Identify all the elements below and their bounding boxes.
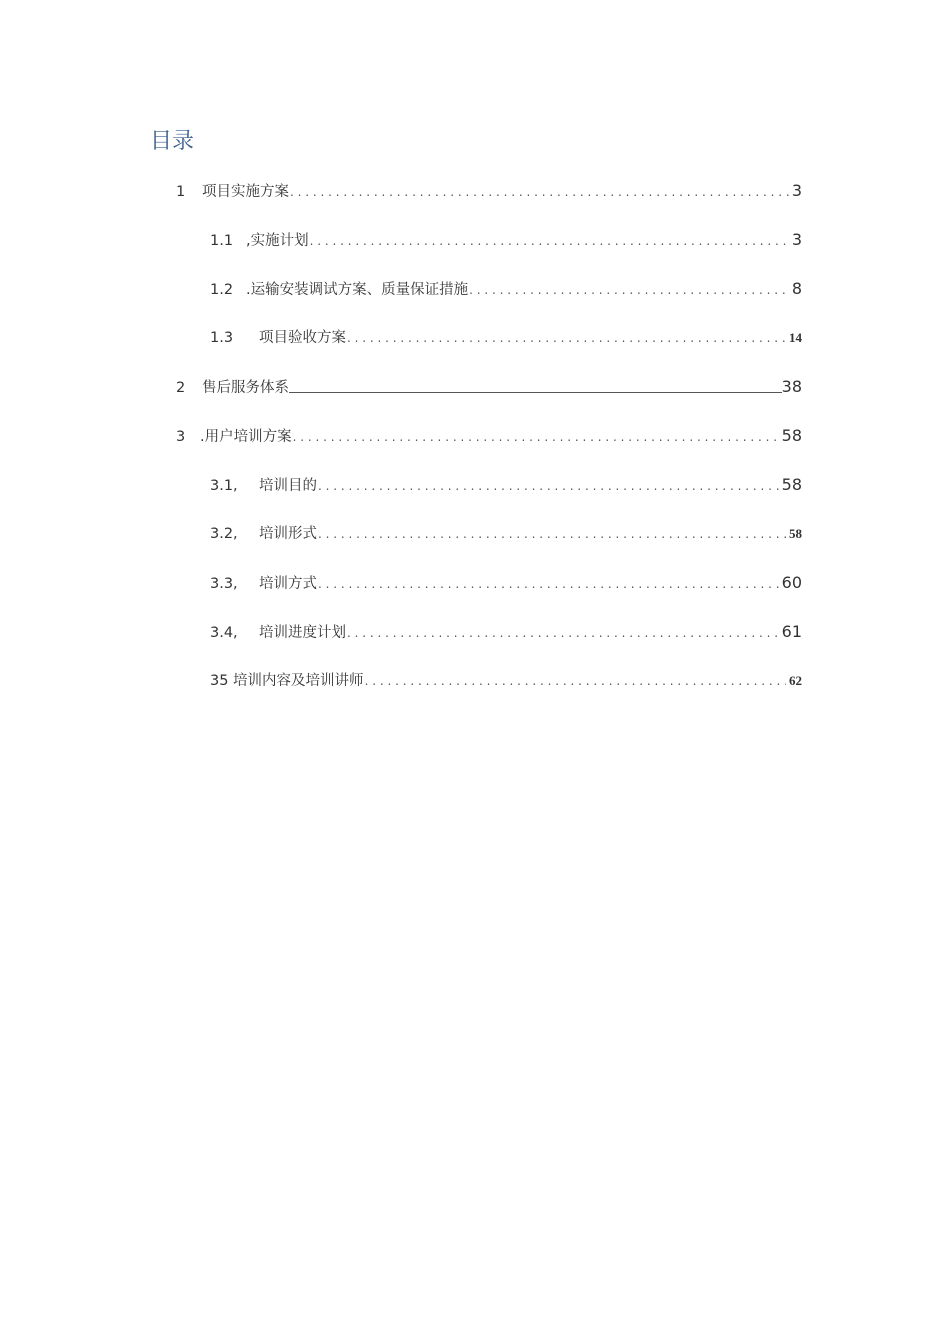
toc-entry-page: 58 (781, 475, 802, 494)
toc-entry-page: 8 (791, 279, 802, 298)
toc-entry-text: .运输安装调试方案、质量保证措施 (246, 282, 469, 298)
toc-entry-page: 58 (781, 426, 802, 445)
toc-entry-text: 培训进度计划 (259, 625, 346, 641)
toc-entry-number: 3.1, (210, 478, 238, 494)
toc-entry-number: 1.3 (210, 330, 234, 346)
toc-entry-number: 2 (176, 380, 186, 396)
toc-entry-number: 1 (176, 184, 186, 200)
toc-entry-text: .用户培训方案 (200, 429, 292, 445)
toc-entry-number: 3.3, (210, 576, 238, 592)
toc-entry-page: 60 (781, 573, 802, 592)
toc-dot-leader (318, 572, 779, 596)
toc-entry-text: 项目验收方案 (259, 330, 346, 346)
toc-dot-leader (310, 229, 789, 253)
toc-entry-page: 3 (791, 181, 802, 200)
toc-dot-leader (293, 425, 779, 449)
toc-entry-text: 售后服务体系 (202, 380, 289, 396)
toc-entry[interactable] (210, 522, 802, 546)
toc-entry[interactable] (176, 179, 802, 203)
toc-line-leader (289, 378, 782, 393)
toc-entry-page: 3 (791, 230, 802, 249)
toc-entry-text: 培训目的 (259, 478, 317, 494)
toc-entry-text: ,实施计划 (246, 233, 309, 249)
toc-entry-page: 61 (781, 622, 802, 641)
toc-entry-page: 62 (789, 673, 802, 688)
toc-dot-leader (318, 522, 786, 546)
toc-entry-text: 培训方式 (259, 576, 317, 592)
toc-dot-leader (365, 669, 786, 693)
toc-entry-number: 3 (176, 429, 186, 445)
toc-entry[interactable] (210, 473, 802, 497)
toc-entry[interactable] (210, 326, 802, 350)
toc-title: 目录 (150, 129, 195, 154)
toc-dot-leader (347, 621, 779, 645)
toc-entry-page: 38 (781, 377, 802, 396)
toc-entry-number: 1.2 (210, 282, 234, 298)
toc-entry-text: 35 培训内容及培训讲师 (210, 673, 364, 689)
toc-entry[interactable] (210, 620, 802, 644)
toc-entry[interactable] (210, 669, 802, 693)
toc-entry-number: 3.4, (210, 625, 238, 641)
toc-entry[interactable] (210, 571, 802, 595)
toc-entry-text: 培训形式 (259, 526, 317, 542)
toc-entry-number: 3.2, (210, 526, 238, 542)
toc-dot-leader (290, 180, 789, 204)
toc-entry-number: 1.1 (210, 233, 234, 249)
toc-entry-text: 项目实施方案 (202, 184, 289, 200)
toc-dot-leader (318, 474, 779, 498)
toc-entry-page: 58 (789, 526, 802, 541)
toc-entry[interactable] (210, 277, 802, 301)
toc-entry-page: 14 (789, 330, 802, 345)
toc-dot-leader (347, 326, 786, 350)
toc-entry[interactable] (176, 424, 802, 448)
toc-entry[interactable] (176, 375, 802, 399)
toc-dot-leader (469, 278, 789, 302)
toc-entry[interactable] (210, 228, 802, 252)
